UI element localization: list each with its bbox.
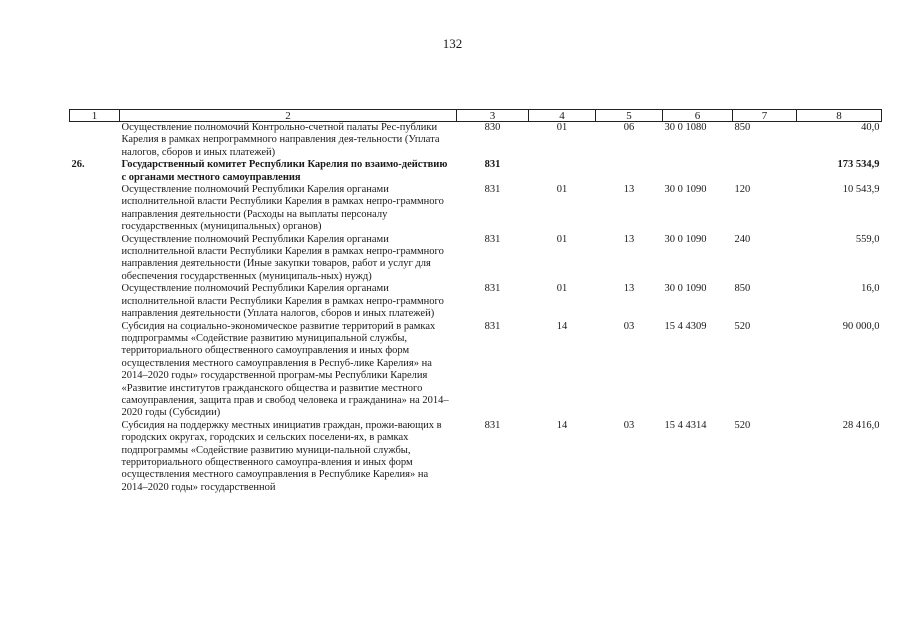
column-header: 5 [596,110,663,122]
column-header: 1 [70,110,120,122]
row-number [70,184,120,234]
column-header: 4 [529,110,596,122]
row-subsection [596,159,663,184]
row-amount: 40,0 [861,122,880,133]
row-section: 01 [556,283,568,295]
row-name: Субсидия на социально-экономическое развитие территорий в рамках подпрограммы «Содействие развитию муниципальной службы, территориального общественного самоуправления и иных форм осуществления местного самоуправления в Респуб-лике Карелия» на 2014–2020 годы» государственной програм-мы Республики Карелия «Развитие институтов гражданского общества и развитие местного самоуправления, защита прав и свобод человека и гражданина» на 2014–2020 годы (Субсидии) [121,320,449,419]
row-expense-type: 520 [734,320,751,332]
row-target-article: 15 4 4309 [664,320,707,332]
row-ministry-code: 831 [484,419,501,431]
row-number: 26. [71,159,85,171]
table-row [70,184,882,234]
table-row [70,234,882,284]
table-row [70,321,882,420]
row-subsection: 06 [623,122,635,133]
table-row [70,159,882,184]
row-section: 01 [556,233,568,245]
row-number [70,234,120,284]
row-ministry-code: 831 [484,233,501,245]
row-target-article: 30 0 1090 [664,233,707,245]
row-section: 14 [556,320,568,332]
row-subsection: 03 [623,320,635,332]
column-header: 3 [457,110,529,122]
row-subsection: 13 [623,184,635,196]
row-name: Осуществление полномочий Республики Карелия органами исполнительной власти Республики Карелия в рамках непро-граммного направления деятельности (Уплата налогов, сборов и иных платежей) [121,283,444,320]
column-header: 8 [797,110,882,122]
row-ministry-code: 830 [484,122,501,133]
row-expense-type: 850 [734,283,751,295]
row-target-article: 15 4 4314 [664,419,707,431]
row-expense-type: 850 [734,122,751,133]
row-section: 01 [556,184,568,196]
row-amount: 28 416,0 [842,419,880,431]
row-amount: 559,0 [855,233,880,245]
row-ministry-code: 831 [484,320,501,332]
row-expense-type [733,159,797,184]
row-name: Субсидия на поддержку местных инициатив граждан, прожи-вающих в городских округах, городских и сельских поселени-ях, в рамках подпрограммы «Содействие развитию муници-пальной службы, территориального общественного самоупра-вления и иных форм осуществления местного самоуправления в Республике Карелия» на 2014–2020 годы» государственной [121,419,442,493]
row-target-article: 30 0 1090 [664,184,707,196]
table-row [70,122,882,160]
row-ministry-code: 831 [484,184,501,196]
row-subsection: 13 [623,283,635,295]
row-section: 01 [556,122,568,133]
column-header: 7 [733,110,797,122]
row-section: 14 [556,419,568,431]
row-ministry-code: 831 [484,283,501,295]
page-number: 132 [442,36,463,51]
column-header: 2 [120,110,457,122]
row-number [70,283,120,320]
row-number [70,321,120,420]
row-subsection: 13 [623,233,635,245]
row-amount: 10 543,9 [842,184,880,196]
row-expense-type: 520 [734,419,751,431]
row-amount: 16,0 [861,283,880,295]
row-section [529,159,596,184]
row-name: Государственный комитет Республики Карелия по взаимо-действию с органами местного самоуправления [121,159,448,183]
row-amount: 90 000,0 [842,320,880,332]
row-subsection: 03 [623,419,635,431]
row-number [70,122,120,160]
row-name: Осуществление полномочий Контрольно-счетной палаты Рес-публики Карелия в рамках непрограммного направления дея-тельности (Уплата налогов, сборов и иных платежей) [121,122,440,158]
budget-table [69,109,882,494]
table-row [70,420,882,494]
row-target-article: 30 0 1080 [664,122,707,133]
row-expense-type: 120 [734,184,751,196]
row-name: Осуществление полномочий Республики Карелия органами исполнительной власти Республики Карелия в рамках непро-граммного направления деятельности (Иные закупки товаров, работ и услуг для обеспечения государственных (муниципаль-ных) нужд) [121,233,444,282]
table-row [70,283,882,320]
row-ministry-code: 831 [484,159,501,171]
row-expense-type: 240 [734,233,751,245]
table-header-row [70,110,882,122]
row-name: Осуществление полномочий Республики Карелия органами исполнительной власти Республики Карелия в рамках непро-граммного направления деятельности (Расходы на выплаты персоналу государственных (муниципальных) органов) [121,184,444,233]
row-target-article [663,159,733,184]
row-target-article: 30 0 1090 [664,283,707,295]
row-number [70,420,120,494]
row-amount: 173 534,9 [837,159,880,171]
column-header: 6 [663,110,733,122]
